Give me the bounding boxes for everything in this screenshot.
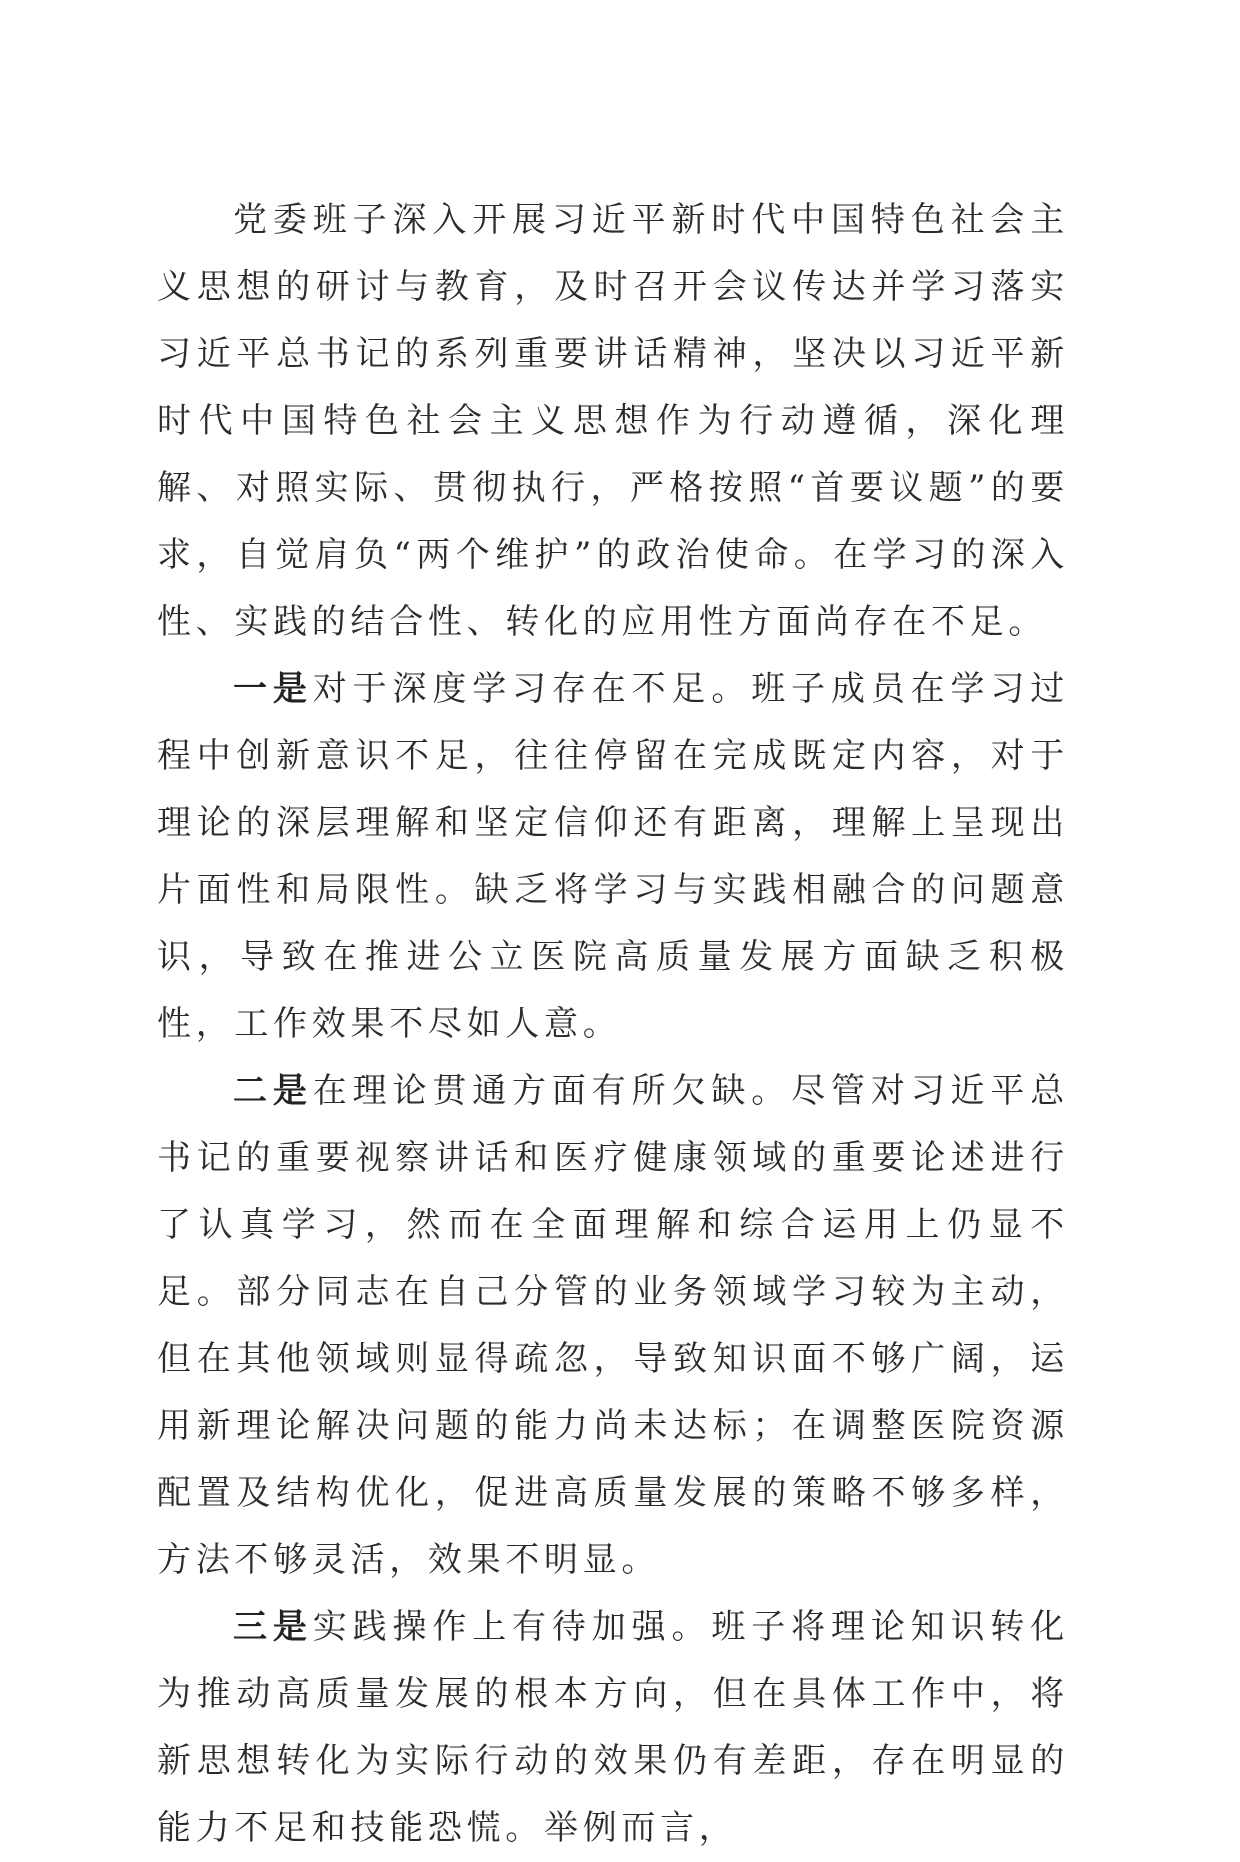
paragraph-point-three-text: 实践操作上有待加强。班子将理论知识转化为推动高质量发展的根本方向，但在具体工作中，将新思想转化为实际行动的效果仍有差距，存在明显的能力不足和技能恐慌。举例而言，: [157, 1607, 1069, 1848]
paragraph-intro-text: 党委班子深入开展习近平新时代中国特色社会主义思想的研讨与教育，及时召开会议传达并学习落实习近平总书记的系列重要讲话精神，坚决以习近平新时代中国特色社会主义思想作为行动遵循，深化理解、对照实际、贯彻执行，严格按照“首要议题”的要求，自觉肩负“两个维护”的政治使命。在学习的深入性、实践的结合性、转化的应用性方面尚存在不足。: [157, 200, 1069, 642]
paragraph-intro: [157, 187, 1069, 656]
paragraph-point-two: [157, 1058, 1069, 1594]
paragraph-point-one-text: 对于深度学习存在不足。班子成员在学习过程中创新意识不足，往往停留在完成既定内容，对于理论的深层理解和坚定信仰还有距离，理解上呈现出片面性和局限性。缺乏将学习与实践相融合的问题意识，导致在推进公立医院高质量发展方面缺乏积极性，工作效果不尽如人意。: [157, 669, 1069, 1044]
paragraph-point-two-lead: 二是: [233, 1071, 313, 1111]
paragraph-point-one-lead: 一是: [233, 669, 313, 709]
paragraph-point-three: [157, 1594, 1069, 1862]
document-body: [157, 187, 1069, 1862]
paragraph-point-two-text: 在理论贯通方面有所欠缺。尽管对习近平总书记的重要视察讲话和医疗健康领域的重要论述进行了认真学习，然而在全面理解和综合运用上仍显不足。部分同志在自己分管的业务领域学习较为主动，但在其他领域则显得疏忽，导致知识面不够广阔，运用新理论解决问题的能力尚未达标；在调整医院资源配置及结构优化，促进高质量发展的策略不够多样，方法不够灵活，效果不明显。: [157, 1071, 1069, 1580]
paragraph-point-one: [157, 656, 1069, 1058]
paragraph-point-three-lead: 三是: [233, 1607, 313, 1647]
